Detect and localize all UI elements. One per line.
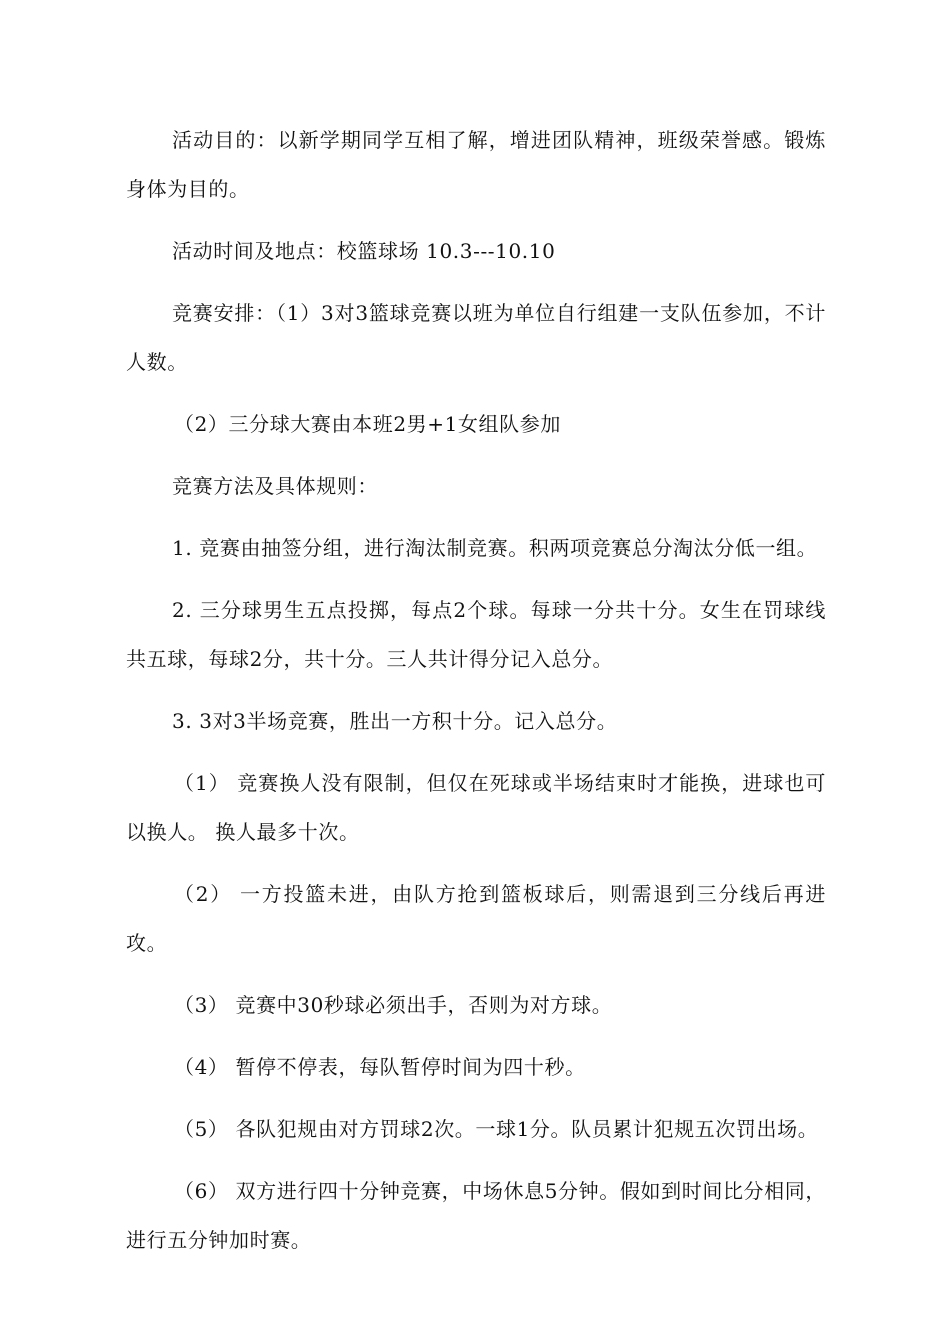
competition-arrangement-paragraph: 竞赛安排：（1）3对3篮球竞赛以班为单位自行组建一支队伍参加，不计人数。 [126,301,826,374]
rule-3-sub-6-paragraph: （6） 双方进行四十分钟竞赛，中场休息5分钟。假如到时间比分相同，进行五分钟加时赛。 [126,1179,826,1252]
rule-3-sub-5-paragraph: （5） 各队犯规由对方罚球2次。一球1分。队员累计犯规五次罚出场。 [174,1117,819,1141]
three-point-contest-paragraph: （2）三分球大赛由本班2男+1女组队参加 [174,412,561,436]
activity-time-place-paragraph: 活动时间及地点：校篮球场 10.3---10.10 [172,239,556,263]
rules-heading-paragraph: 竞赛方法及具体规则： [172,474,378,498]
activity-purpose-paragraph: 活动目的：以新学期同学互相了解，增进团队精神，班级荣誉感。锻炼身体为目的。 [126,128,826,201]
rule-3-paragraph: 3. 3对3半场竞赛，胜出一方积十分。记入总分。 [172,709,618,733]
rule-1-paragraph: 1. 竞赛由抽签分组，进行淘汰制竞赛。积两项竞赛总分淘汰分低一组。 [172,536,818,560]
rule-3-sub-3-paragraph: （3） 竞赛中30秒球必须出手，否则为对方球。 [174,993,613,1017]
document-body [126,116,826,1278]
rule-3-sub-1-paragraph: （1） 竞赛换人没有限制，但仅在死球或半场结束时才能换，进球也可以换人。 换人最多十次。 [126,771,826,844]
rule-3-sub-4-paragraph: （4） 暂停不停表，每队暂停时间为四十秒。 [174,1055,586,1079]
rule-3-sub-2-paragraph: （2） 一方投篮未进，由队方抢到篮板球后，则需退到三分线后再进攻。 [126,882,826,955]
rule-2-paragraph: 2. 三分球男生五点投掷，每点2个球。每球一分共十分。女生在罚球线共五球，每球2分，共十分。三人共计得分记入总分。 [126,598,826,671]
